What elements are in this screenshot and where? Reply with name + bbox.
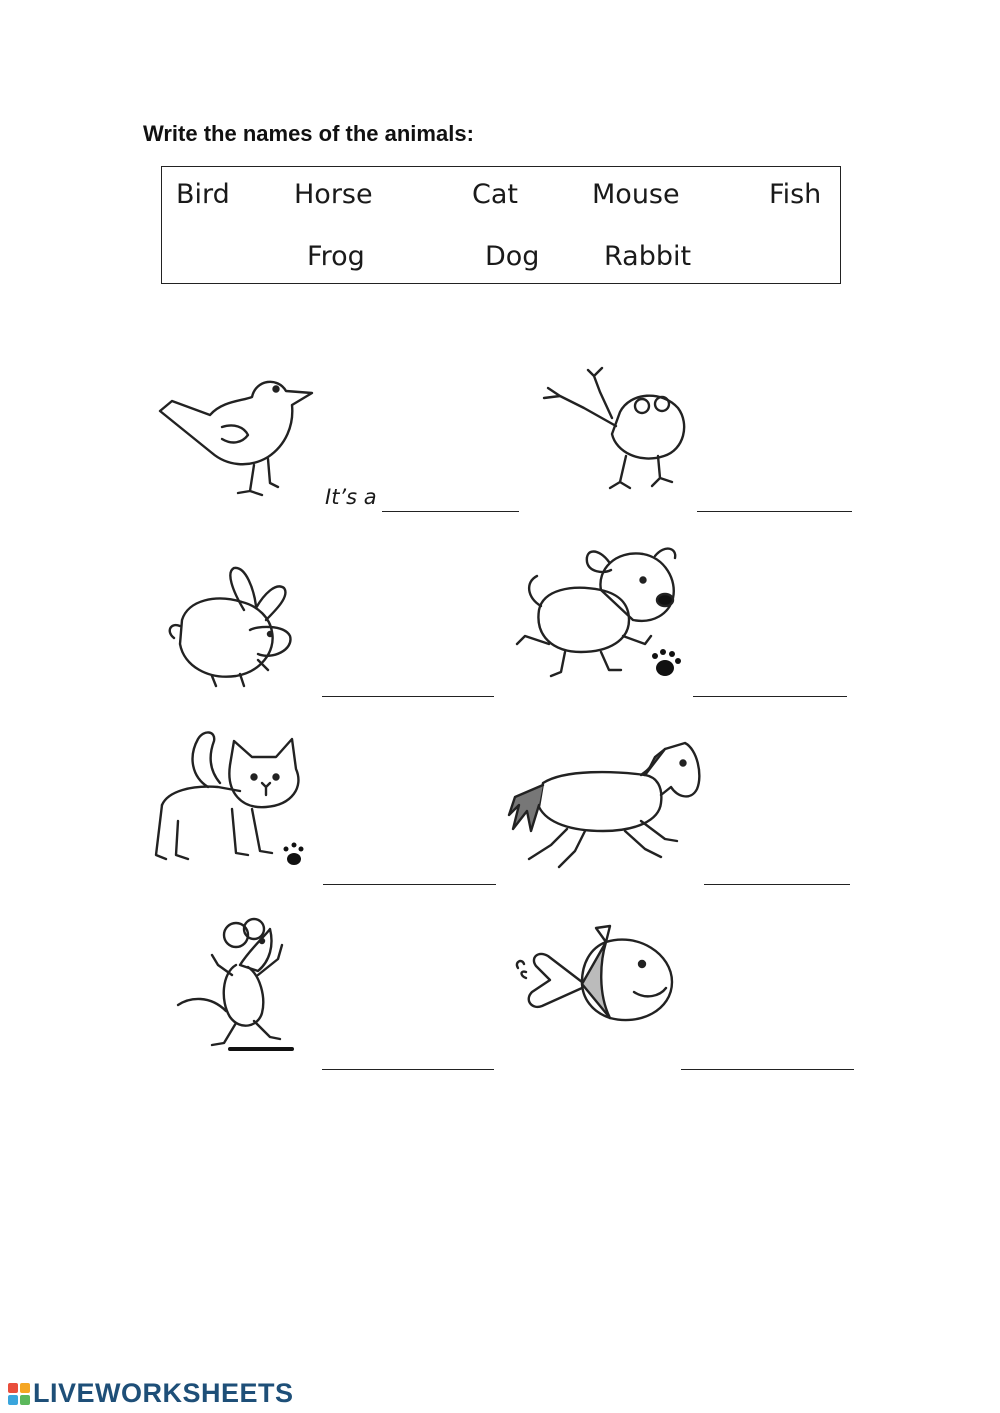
example-prefix: It’s a [325,485,377,509]
horse-icon [505,735,705,875]
answer-line-bird[interactable] [382,487,519,512]
answer-line-frog[interactable] [697,487,852,512]
answer-line-horse[interactable] [704,860,850,885]
answer-line-fish[interactable] [681,1045,854,1070]
logo-square-3 [8,1395,18,1405]
fish-icon [510,918,685,1048]
cat-icon [148,725,313,875]
word-bank-box [161,166,841,284]
brand-name[interactable]: LIVEWORKSHEETS [33,1378,294,1408]
answer-line-dog[interactable] [693,672,847,697]
liveworksheets-logo-icon [8,1383,30,1405]
word-rabbit: Rabbit [604,241,692,272]
logo-square-4 [20,1395,30,1405]
word-frog: Frog [307,241,365,272]
word-dog: Dog [485,241,540,272]
word-bird: Bird [176,179,230,210]
word-fish: Fish [769,179,822,210]
bird-icon [152,365,322,505]
word-cat: Cat [472,179,518,210]
frog-icon [530,352,695,497]
rabbit-icon [152,560,312,690]
logo-square-2 [20,1383,30,1393]
logo-square-1 [8,1383,18,1393]
mouse-icon [170,915,305,1060]
word-mouse: Mouse [592,179,680,210]
answer-line-rabbit[interactable] [322,672,494,697]
instruction-title: Write the names of the animals: [143,121,474,146]
answer-line-mouse[interactable] [322,1045,494,1070]
answer-line-cat[interactable] [323,860,496,885]
word-horse: Horse [294,179,373,210]
footer-brand [8,1378,294,1409]
dog-icon [505,540,690,695]
